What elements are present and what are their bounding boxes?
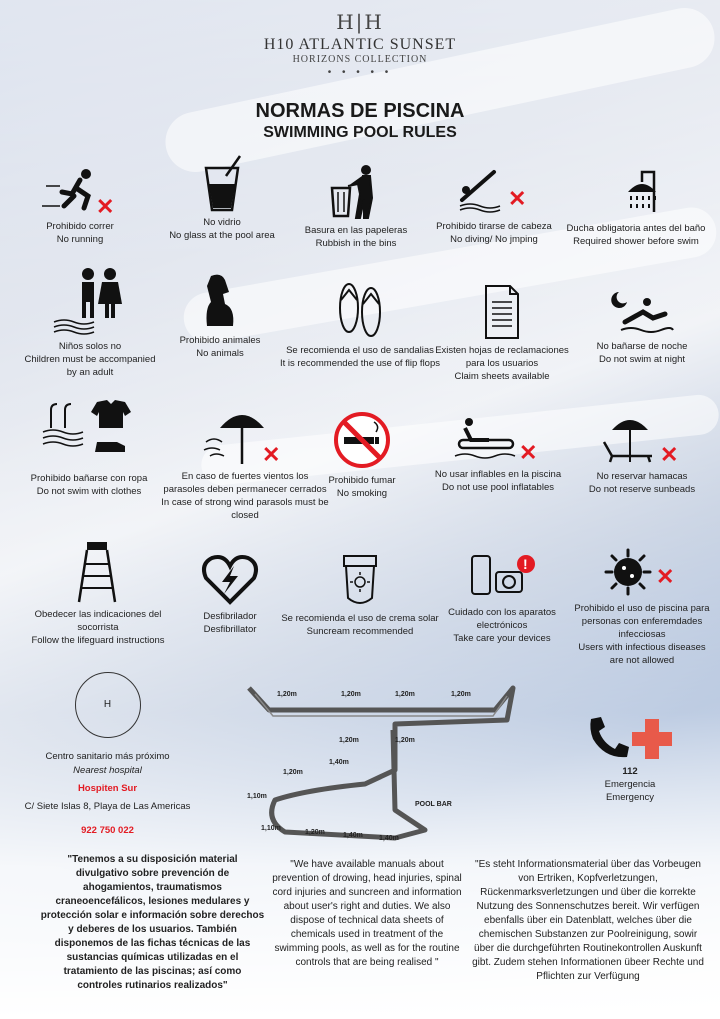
depth-label: 1,10m <box>261 825 281 832</box>
rule-text-es: Se recomienda el uso de crema solar <box>281 613 439 624</box>
rule-text-en: Desfibrillator <box>203 624 257 635</box>
document-icon <box>482 284 522 340</box>
rule-text-es: Prohibido bañarse con ropa <box>30 473 148 484</box>
title-spanish: NORMAS DE PISCINA <box>255 100 465 122</box>
depth-label: 1,10m <box>247 793 267 800</box>
rule-suncream <box>280 554 440 638</box>
info-paragraph-german: "Es steht Informationsmaterial über das Vorbeugen von Ertriken, Kopfverletzungen, Rückenmarksverletzungen und über die korrekte Nutzung des Sonnenschutzes bereit. Wir verfügen ebenfalls über ein Datenblatt, welches über die chemischen Substanzen zur Poolreinigung, sowir über die durchgeführten Routinekontrollen Auskunft gibt. Zudem stehen Informationen übeer Rechte und Pflichten zur Verfügung <box>472 859 704 982</box>
rule-no-smoking <box>292 410 432 500</box>
rule-text-es: Ducha obligatoria antes del baño <box>566 223 706 234</box>
rule-devices <box>432 552 572 645</box>
rule-no-clothes <box>14 398 164 498</box>
logo-dots: • • • • • <box>327 67 393 78</box>
rule-text-es: No bañarse de noche <box>596 341 688 352</box>
depth-label: 1,20m <box>277 691 297 698</box>
pool-bar-label: POOL BAR <box>415 801 452 808</box>
rule-text-en: Take care your devices <box>453 633 551 644</box>
collection-name: HORIZONS COLLECTION <box>292 54 428 65</box>
rule-text-en: No animals <box>196 348 244 359</box>
rule-lifeguard <box>18 540 178 647</box>
hospital-circle-icon: H <box>75 672 141 738</box>
rule-text-en: In case of strong wind parasols must be closed <box>161 497 329 521</box>
night-swim-icon <box>607 288 677 336</box>
suncream-icon <box>340 554 380 608</box>
emergency-number: 112 <box>622 766 638 777</box>
rule-text-en: Do not use pool inflatables <box>442 482 554 493</box>
rule-no-night-swim <box>572 288 712 366</box>
rule-text-en: Required shower before swim <box>573 236 699 247</box>
devices-icon <box>462 552 542 602</box>
diving-icon <box>454 166 534 216</box>
svg-text:✕: ✕ <box>519 440 538 464</box>
running-person-icon <box>40 166 120 216</box>
rule-defibrillator <box>160 554 300 636</box>
children-icon <box>50 266 130 336</box>
pool-map <box>245 680 520 850</box>
hospital-name: Hospiten Sur <box>77 783 138 794</box>
depth-label: 1,20m <box>395 691 415 698</box>
nearest-hospital <box>20 672 195 838</box>
title-english: SWIMMING POOL RULES <box>263 124 457 141</box>
rule-text-es: No usar inflables en la piscina <box>434 469 562 480</box>
depth-label: 1,20m <box>339 737 359 744</box>
rule-text-es: Se recomienda el uso de sandalias <box>286 345 434 356</box>
rule-text-en: Do not swim with clothes <box>36 486 142 497</box>
rule-text-es: No vidrio <box>203 217 241 228</box>
rule-text-en: Claim sheets available <box>454 371 550 382</box>
rule-text-es: Cuidado con los aparatos electrónicos <box>448 607 556 631</box>
hospital-address: C/ Siete Islas 8, Playa de Las Americas <box>24 801 191 812</box>
rule-claim-sheets <box>432 284 572 383</box>
hospital-title-en: Nearest hospital <box>73 765 142 776</box>
rule-text-en: Do not swim at night <box>598 354 686 365</box>
logo-mark: H|H <box>336 10 384 34</box>
rule-text-en: No running <box>56 234 104 245</box>
rule-flip-flops <box>280 282 440 370</box>
depth-label: 1,20m <box>395 737 415 744</box>
svg-text:✕: ✕ <box>508 186 527 211</box>
rule-text-en: Do not reserve sunbeads <box>588 484 696 495</box>
lifeguard-chair-icon <box>73 540 123 604</box>
swim-clothes-icon <box>41 398 137 468</box>
brand-name: H10 ATLANTIC SUNSET <box>263 36 457 53</box>
depth-label: 1,40m <box>329 759 349 766</box>
depth-label: 1,20m <box>341 691 361 698</box>
rule-text-es: Prohibido tirarse de cabeza <box>436 221 552 232</box>
rule-no-inflatables <box>428 416 568 494</box>
depth-label: 1,40m <box>379 835 399 842</box>
rule-text-es: Existen hojas de reclamaciones para los usuarios <box>435 345 569 369</box>
svg-text:✕: ✕ <box>262 442 281 466</box>
virus-icon <box>602 548 682 598</box>
dog-icon <box>195 272 245 330</box>
flip-flops-icon <box>335 282 385 340</box>
rule-text-es: Basura en las papeleras <box>304 225 408 236</box>
rule-text-es: Prohibido correr <box>46 221 114 232</box>
rule-text-en: Children must be accompanied by an adult <box>24 354 156 378</box>
defibrillator-icon <box>200 554 260 606</box>
rule-text-en: It is recommended the use of flip flops <box>280 358 440 369</box>
rule-text-es: Desfibrilador <box>203 611 257 622</box>
rule-no-glass <box>152 154 292 242</box>
hospital-title-es: Centro sanitario más próximo <box>45 751 170 762</box>
rule-no-animals <box>150 272 290 360</box>
depth-label: 1,20m <box>305 829 325 836</box>
rule-no-running <box>10 166 150 246</box>
rule-text-en: Rubbish in the bins <box>315 238 397 249</box>
parasol-wind-icon <box>200 406 290 466</box>
svg-text:✕: ✕ <box>656 564 675 589</box>
no-smoking-icon <box>332 410 392 470</box>
inflatable-icon <box>453 416 543 464</box>
rule-text-es: No reservar hamacas <box>596 471 688 482</box>
sunbed-icon <box>600 412 684 466</box>
rule-text-en: No glass at the pool area <box>169 230 275 241</box>
emergency-phone-icon <box>585 715 675 761</box>
depth-label: 1,20m <box>451 691 471 698</box>
rule-text-es: En caso de fuertes vientos los parasoles deben permanecer cerrados <box>163 471 327 495</box>
rule-text-es: Niños solos no <box>58 341 122 352</box>
rule-text-es: Prohibido animales <box>179 335 261 346</box>
shower-icon <box>606 168 666 218</box>
hospital-phone: 922 750 022 <box>81 825 134 836</box>
rule-text-es: Obedecer las indicaciones del socorrista <box>34 609 162 633</box>
rule-text-en: No diving/ No jmping <box>450 234 538 245</box>
rule-text-en: Suncream recommended <box>306 626 414 637</box>
rule-text-en: No smoking <box>336 488 388 499</box>
emergency-en: Emergency <box>605 792 655 803</box>
rule-text-es: Prohibido fumar <box>328 475 396 486</box>
rule-rubbish-bins <box>286 164 426 250</box>
depth-label: 1,20m <box>283 769 303 776</box>
info-paragraph-spanish: "Tenemos a su disposición material divulgativo sobre prevención de ahogamientos, traumatismos craneoencefálicos, lesiones medulares y protección solar e información sobre derechos y deberes de los usuarios. También disponemos de las fichas técnicas de las sustancias químicas utilizadas en el tratamiento de las piscinas; así como controles rutinarios realizados" <box>40 854 265 991</box>
depth-label: 1,40m <box>343 832 363 839</box>
info-paragraph-english: "We have available manuals about prevention of drowing, head injuries, spinal cord injuries and suncreen and information about user's right and duties. We also dispose of technical data sheets of chemicals used in treatment of the swimming pools, as well as for the routine controls that are being realised " <box>272 859 462 968</box>
svg-text:✕: ✕ <box>96 194 115 216</box>
emergency-es: Emergencia <box>604 779 656 790</box>
rule-text-en: Users with infectious diseases are not allowed <box>578 642 706 666</box>
rule-text-es: Prohibido el uso de piscina para personas con enferemdades infecciosas <box>574 603 710 640</box>
rule-no-diving <box>424 166 564 246</box>
emergency-info <box>570 715 690 804</box>
rule-children-accompanied <box>20 266 160 379</box>
glass-icon <box>192 154 252 212</box>
rule-shower <box>566 168 706 248</box>
rule-text-en: Follow the lifeguard instructions <box>31 635 165 646</box>
rule-no-reserve-sunbeds <box>572 412 712 496</box>
rule-infectious-diseases <box>572 548 712 667</box>
rubbish-bin-icon <box>326 164 386 220</box>
svg-text:✕: ✕ <box>660 442 679 466</box>
hotel-logo <box>0 10 720 78</box>
svg-text:!: ! <box>523 556 528 572</box>
